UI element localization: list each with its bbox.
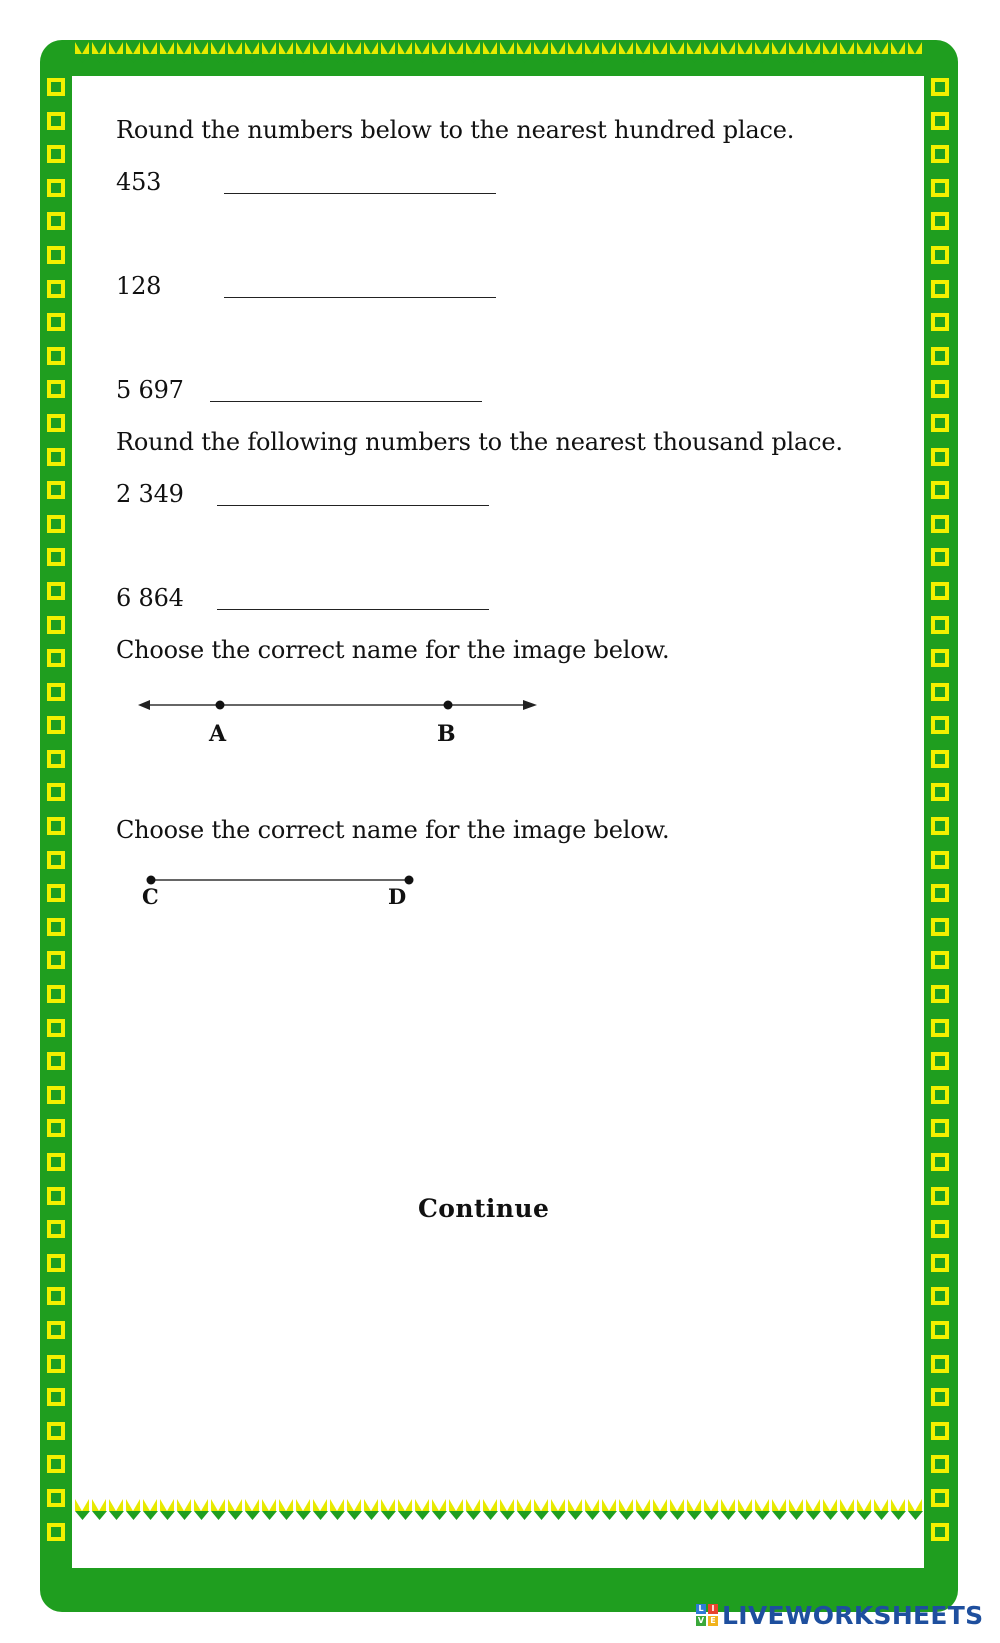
line-ab-figure [130,686,550,746]
answer-blank-5[interactable] [217,609,489,610]
logo-block: V [697,1616,705,1625]
question-number: 2 349 [116,480,184,508]
continue-button[interactable]: Continue [418,1194,550,1223]
answer-blank-1[interactable] [224,193,496,194]
label-a: A [209,721,227,746]
label-c: C [142,884,159,909]
left-arrowhead-icon [138,700,150,710]
right-arrowhead-icon [523,700,537,710]
logo-block: I [708,1604,718,1614]
point-a [216,701,225,710]
section3-instruction: Choose the correct name for the image below. [116,636,670,664]
answer-blank-2[interactable] [224,297,496,298]
logo-blocks-icon [696,1604,718,1626]
question-number: 128 [116,272,162,300]
section2-instruction: Round the following numbers to the nearest thousand place. [116,428,843,456]
point-b [444,701,453,710]
label-b: B [437,721,456,746]
question-number: 453 [116,168,162,196]
logo-block: E [708,1616,718,1626]
label-d: D [388,884,407,909]
answer-blank-4[interactable] [217,505,489,506]
section1-instruction: Round the numbers below to the nearest hundred place. [116,116,795,144]
logo-block: L [696,1604,706,1614]
question-number: 6 864 [116,584,184,612]
question-number: 5 697 [116,376,184,404]
segment-cd-figure [135,866,435,914]
answer-blank-3[interactable] [210,401,482,402]
brand-name: LIVEWORKSHEETS [722,1600,984,1630]
liveworksheets-logo[interactable] [696,1599,983,1631]
section4-instruction: Choose the correct name for the image below. [116,816,670,844]
